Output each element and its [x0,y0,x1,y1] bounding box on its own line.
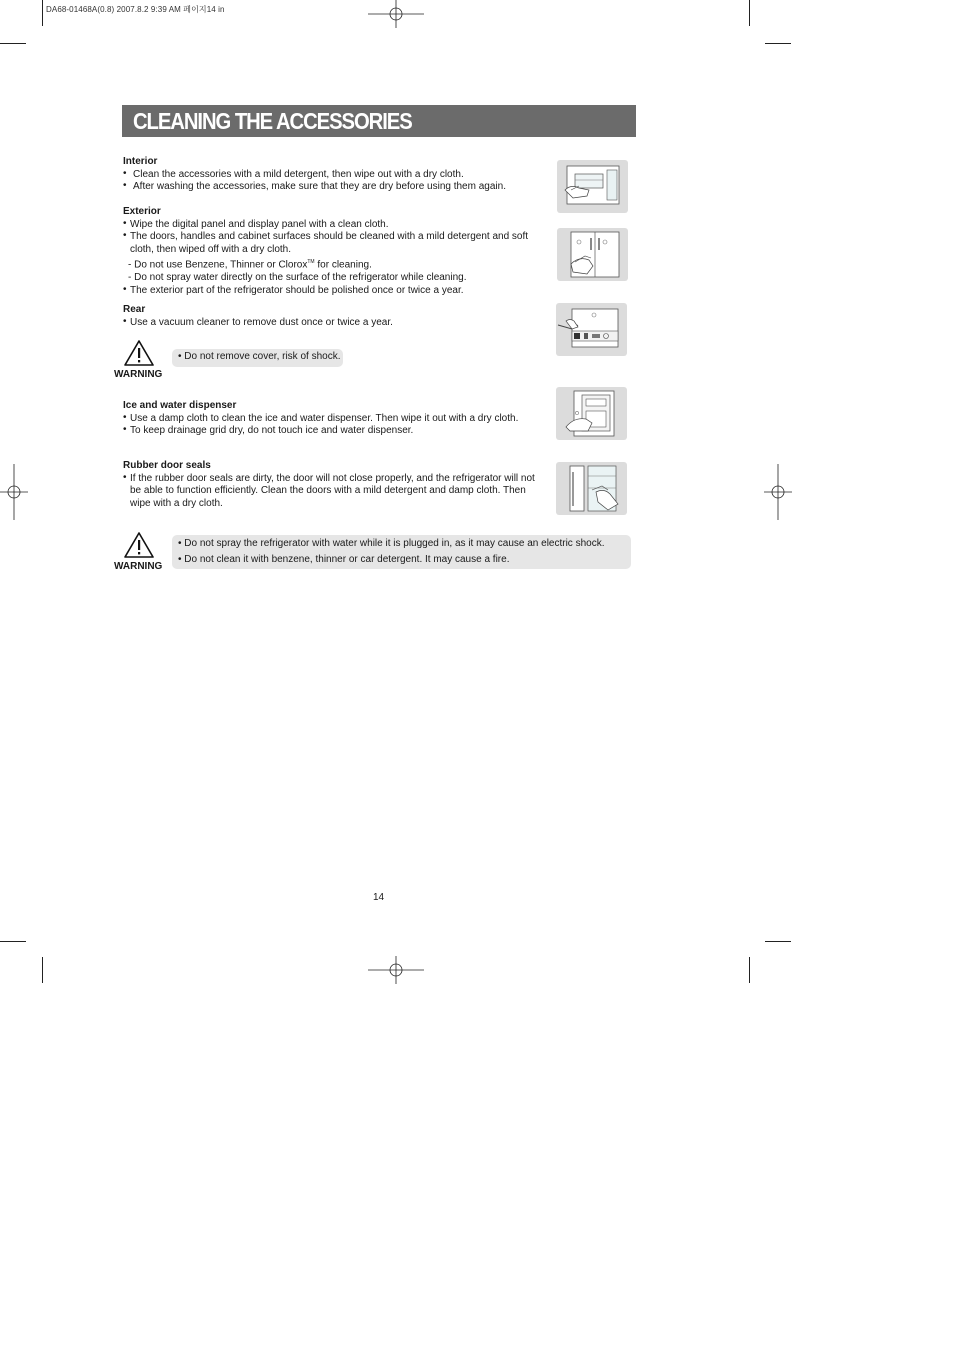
page-title-bar [122,105,636,137]
warning-triangle-icon [123,339,155,367]
bullet-icon: • [123,230,127,242]
section-dispenser [123,400,543,438]
warning-text: • Do not remove cover, risk of shock. [178,351,341,362]
bullet-icon: • [123,217,127,229]
section-heading: Ice and water dispenser [123,400,237,411]
warning-box [172,535,631,569]
rear-cleaning-illustration [556,303,627,356]
list-item: • Wipe the digital panel and display panel with a clean cloth. [123,217,389,230]
bullet-icon: • [123,283,127,295]
list-subitem: - Do not use Benzene, Thinner or Clorox™ for cleaning. [128,259,372,271]
crop-mark [0,43,26,44]
list-item: • The doors, handles and cabinet surfaces should be cleaned with a mild detergent and soft [123,230,529,243]
crop-mark [42,0,43,26]
list-item: • Use a vacuum cleaner to remove dust once or twice a year. [123,315,393,328]
crop-mark [0,941,26,942]
list-item: • Clean the accessories with a mild detergent, then wipe out with a dry cloth. [123,167,464,180]
list-item: • To keep drainage grid dry, do not touch ice and water dispenser. [123,424,414,437]
list-item-continued: wipe with a dry cloth. [130,497,223,509]
crop-mark [42,957,43,983]
warning-label: WARNING [114,369,163,380]
section-heading: Interior [123,156,158,167]
bullet-icon: • [123,167,127,179]
trademark-mark: TM [307,259,315,266]
crop-mark [749,957,750,983]
section-seals [123,460,543,510]
crop-mark [749,0,750,26]
bullet-icon: • [123,411,127,423]
door-seal-cleaning-illustration [556,462,627,515]
list-item-continued: be able to function efficiently. Clean the doors with a mild detergent and damp cloth. Then [130,485,526,497]
dispenser-cleaning-illustration [556,387,627,440]
list-item: • Use a damp cloth to clean the ice and water dispenser. Then wipe it out with a dry cloth. [123,411,519,424]
exterior-cleaning-illustration [557,228,628,281]
bullet-icon: • [123,471,127,483]
section-heading: Exterior [123,206,161,217]
registration-mark-icon [368,0,424,28]
page-number: 14 [373,892,385,903]
list-item: • After washing the accessories, make sure that they are dry before using them again. [123,180,506,193]
registration-mark-icon [368,956,424,984]
registration-mark-icon [0,464,28,520]
section-exterior [123,206,543,297]
warning-label: WARNING [114,561,163,572]
list-subitem: - Do not spray water directly on the surface of the refrigerator while cleaning. [128,272,467,284]
warning-text: • Do not clean it with benzene, thinner or car detergent. It may cause a fire. [178,554,510,565]
list-item: • The exterior part of the refrigerator should be polished once or twice a year. [123,283,464,296]
page-title: CLEANING THE ACCESSORIES [133,108,412,134]
crop-mark [765,941,791,942]
bullet-icon: • [123,424,127,436]
registration-mark-icon [764,464,792,520]
section-rear [123,304,543,329]
bullet-icon: • [123,180,127,192]
warning-triangle-icon [123,531,155,559]
crop-mark [765,43,791,44]
warning-text: • Do not spray the refrigerator with water while it is plugged in, as it may cause an electric shock. [178,538,605,549]
print-slug: DA68-01468A(0.8) 2007.8.2 9:39 AM 페이지14 in [46,5,225,14]
list-item-continued: cloth, then wiped off with a dry cloth. [130,243,292,255]
section-heading: Rubber door seals [123,460,211,471]
warning-box [172,349,343,367]
bullet-icon: • [123,315,127,327]
list-item: • If the rubber door seals are dirty, the door will not close properly, and the refrigerator will not [123,471,535,484]
section-heading: Rear [123,304,146,315]
section-interior [123,156,543,194]
interior-cleaning-illustration [557,160,628,213]
